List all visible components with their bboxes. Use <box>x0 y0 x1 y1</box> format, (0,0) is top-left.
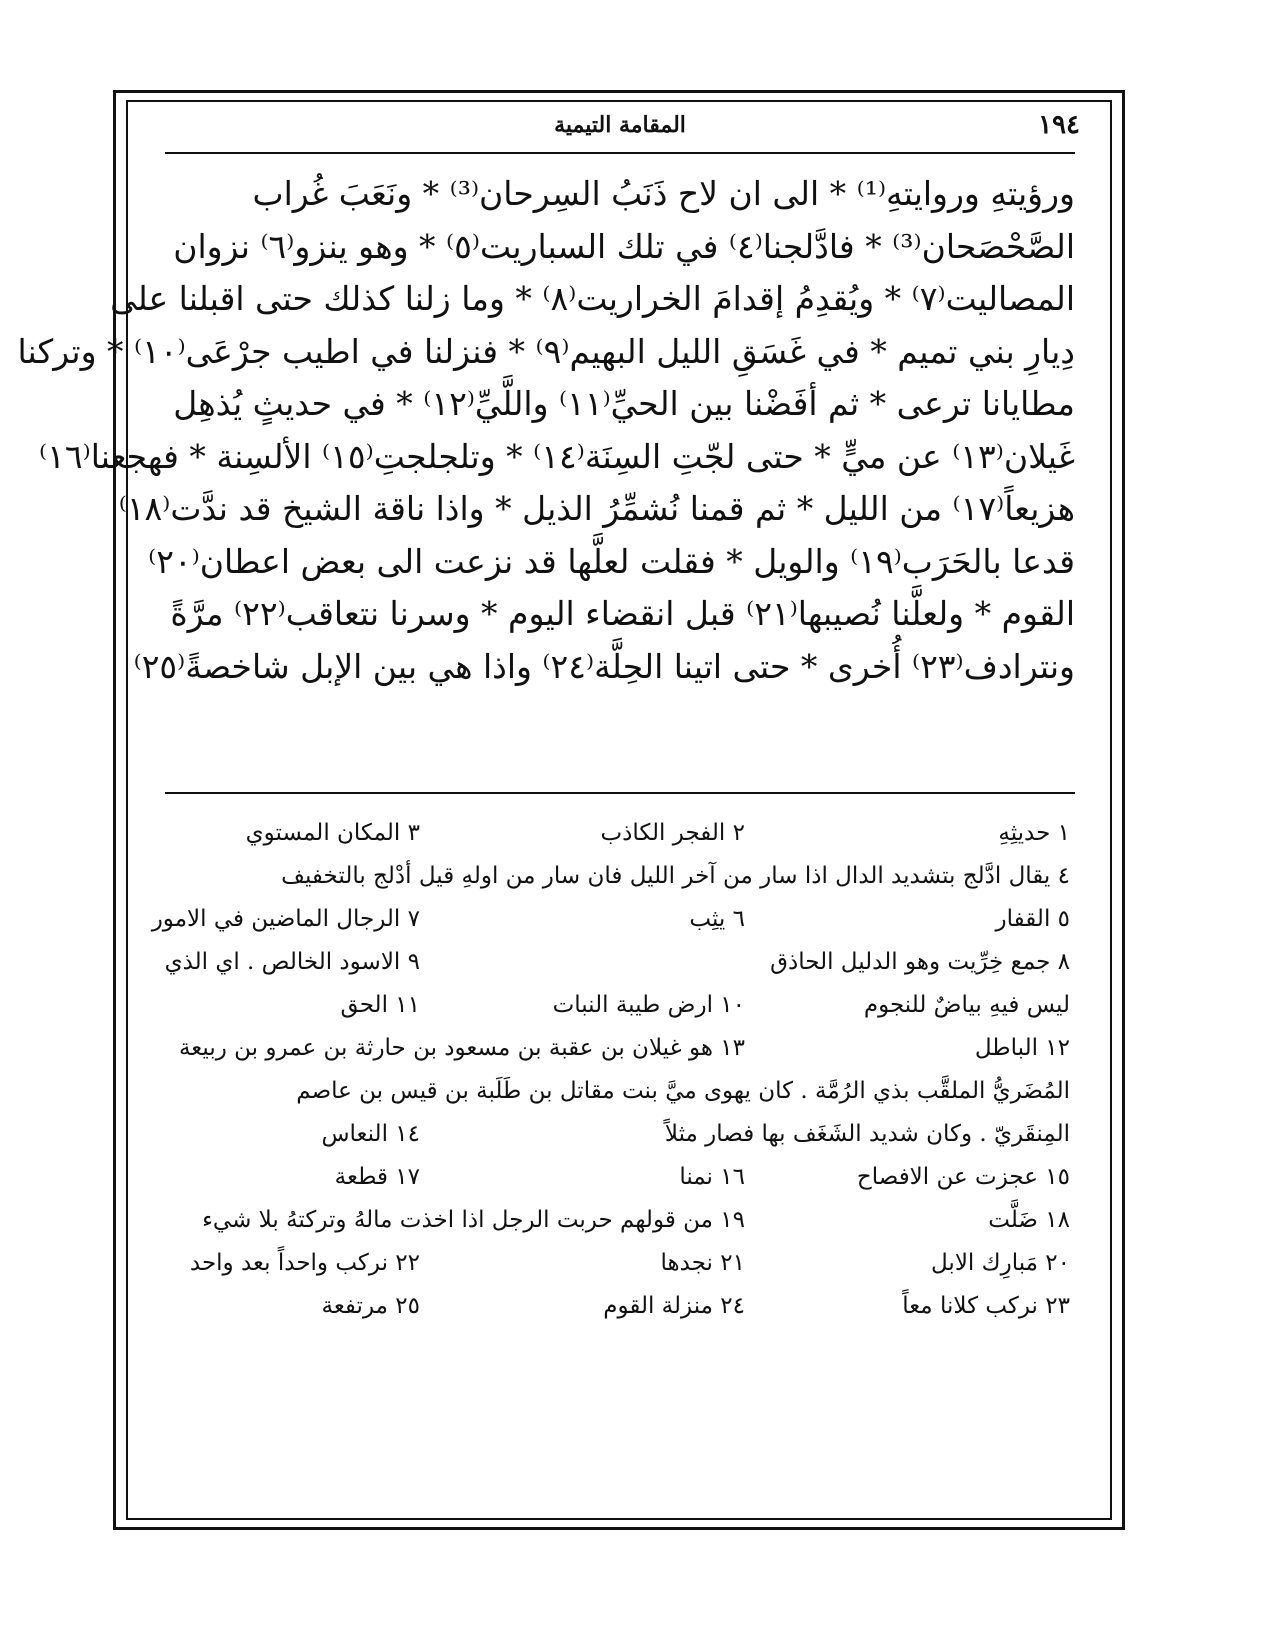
text-line: القوم * ولعلَّنا نُصيبها⁽٢١⁾ قبل انقضاء اليوم * وسرنا نتعاقب⁽٢٢⁾ مرَّةً <box>170 594 1075 633</box>
text-line: ورؤيتهِ وروايتهِ⁽¹⁾ * الى ان لاح ذَنَبُ السِرحان⁽³⁾ * ونَعَبَ غُراب <box>252 174 1075 213</box>
footnote: ١٠ ارض طيبة النبات <box>552 992 745 1018</box>
footnote: ١٧ قطعة <box>334 1164 420 1190</box>
footnote: ٦ يثِب <box>689 906 745 932</box>
footnote: المِنقَريّ . وكان شديد الشَغَف بها فصار مثلاً <box>664 1121 1070 1147</box>
footnote: ١٨ ضَلَّت <box>988 1207 1070 1233</box>
footnote-row <box>150 1199 1070 1242</box>
main-text <box>17 168 1075 693</box>
footnote: ليس فيهِ بياضٌ للنجوم <box>863 992 1070 1018</box>
text-line: هزيعاً⁽١٧⁾ من الليل * ثم قمنا نُشمِّرُ الذيل * واذا ناقة الشيخ قد ندَّت⁽١٨⁾ <box>118 489 1075 528</box>
footnote-row <box>150 1027 1070 1070</box>
footnote-row <box>150 1113 1070 1156</box>
footnote: ٩ الاسود الخالص . اي الذي <box>164 949 420 975</box>
footnote: ٢٠ مَبارِك الابل <box>931 1250 1070 1276</box>
text-line: الصَّحْصَحان⁽³⁾ * فادَّلجنا⁽٤⁾ في تلك السباريت⁽٥⁾ * وهو ينزو⁽٦⁾ نزوان <box>173 226 1075 266</box>
footnote: ٢٥ مرتفعة <box>321 1293 420 1319</box>
footnote: ١٦ نمنا <box>679 1164 745 1190</box>
footnote: المُضَريُّ الملقَّب بذي الرُمَّة . كان يهوى ميَّ بنت مقاتل بن طَلَبة بن قيس بن عاصم <box>296 1078 1070 1104</box>
footnote-row <box>150 855 1070 898</box>
text-line: غَيلان⁽١٣⁾ عن ميٍّ * حتى لجّتِ السِنَة⁽١٤⁾ * وتلجلجتِ⁽١٥⁾ الألسِنة * فهجعنا⁽١٦⁾ <box>39 436 1075 476</box>
footnote: ٥ القفار <box>995 906 1070 932</box>
footnote-row <box>150 898 1070 941</box>
footnote: ٢٤ منزلة القوم <box>603 1293 745 1319</box>
text-line: مطايانا ترعى * ثم أفَضْنا بين الحيِّ⁽١١⁾ واللَّيِّ⁽١٢⁾ * في حديثٍ يُذهِل <box>173 384 1075 423</box>
text-line: قدعا بالحَرَب⁽١٩⁾ والويل * فقلت لعلَّها قد نزعت الى بعض اعطان⁽٢٠⁾ <box>148 541 1075 581</box>
page-header <box>150 110 1090 150</box>
footnote: ٢٣ نركب كلانا معاً <box>902 1293 1070 1319</box>
footnote: ١١ الحق <box>340 992 420 1018</box>
footnote-rule <box>165 792 1075 794</box>
footnote-row <box>150 1242 1070 1285</box>
footnote: ١ حديثِهِ <box>998 820 1070 846</box>
footnote: ٣ المكان المستوي <box>245 820 420 846</box>
running-title: المقامة التيمية <box>554 112 686 138</box>
footnote-row <box>150 812 1070 855</box>
footnote-row <box>150 984 1070 1027</box>
footnote-row <box>150 1156 1070 1199</box>
text-line: ونترادف⁽٢٣⁾ أُخرى * حتى اتينا الحِلَّة⁽٢٤⁾ واذا هي بين الإبل شاخصةً⁽٢٥⁾ <box>133 646 1075 686</box>
footnote: ٢٢ نركب واحداً بعد واحد <box>189 1250 420 1276</box>
footnote: ٨ جمع خِرِّيت وهو الدليل الحاذق <box>770 949 1070 975</box>
footnote: ١٤ النعاس <box>321 1121 420 1147</box>
footnote: ١٩ من قولهم حربت الرجل اذا اخذت مالهُ وتركتهُ بلا شيء <box>202 1207 745 1233</box>
footnote: ٢١ نجدها <box>660 1250 745 1276</box>
footnote: ١٥ عجزت عن الافصاح <box>856 1164 1070 1190</box>
footnote: ١٢ الباطل <box>974 1035 1070 1061</box>
footnote: ١٣ هو غيلان بن عقبة بن مسعود بن حارثة بن عمرو بن ربيعة <box>178 1035 745 1061</box>
text-line: دِيارِ بني تميم * في غَسَقِ الليل البهيم⁽٩⁾ * فنزلنا في اطيب جرْعَى⁽١٠⁾ * وتركنا <box>17 331 1075 371</box>
footnotes <box>150 812 1070 1328</box>
page-number: ١٩٤ <box>1038 110 1080 140</box>
footnote-row <box>150 1070 1070 1113</box>
footnote: ٢ الفجر الكاذب <box>600 820 745 846</box>
header-rule <box>165 152 1075 154</box>
text-line: المصاليت⁽٧⁾ * ويُقدِمُ إقدامَ الخراريت⁽٨⁾ * وما زلنا كذلك حتى اقبلنا على <box>110 279 1075 318</box>
footnote-row <box>150 1285 1070 1328</box>
footnote: ٧ الرجال الماضين في الامور <box>151 906 420 932</box>
footnote-row <box>150 941 1070 984</box>
footnote: ٤ يقال ادَّلج بتشديد الدال اذا سار من آخر الليل فان سار من اولهِ قيل أدْلج بالتخفيف <box>281 863 1070 889</box>
